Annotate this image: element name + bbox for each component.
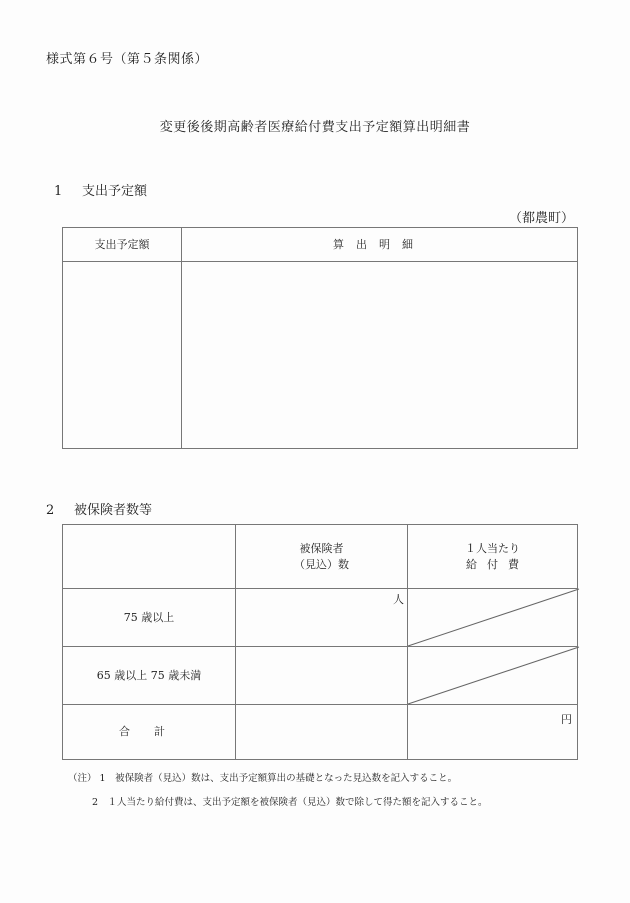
note-text: 1 被保険者（見込）数は、支出予定額算出の基礎となった見込数を記入すること。 [99,773,458,784]
column-header-amount: 支出予定額 [94,238,150,251]
amount-input-cell[interactable] [63,262,181,448]
document-title: 変更後後期高齢者医療給付費支出予定額算出明細書 [159,120,471,135]
section-1-heading [54,180,147,199]
note-1 [68,767,488,791]
note-text: 2 １人当たり給付費は、支出予定額を被保険者（見込）数で除して得た額を記入すること。 [92,797,488,808]
count-65-to-74-cell[interactable] [236,647,407,704]
row-label-65-to-74: 65 歳以上 75 歳未満 [96,668,202,682]
diagonal-strike [408,647,579,704]
organization-name: （都農町） [508,211,574,226]
form-number: 様式第６号（第５条関係） [46,52,209,67]
column-header-per-person-benefit [408,525,577,588]
unit-people: 人 [393,593,404,606]
header-line: １人当たり [465,541,520,555]
section-title: 支出予定額 [82,184,148,199]
column-header-calculation: 算出明細 [333,238,425,251]
insured-count-table [62,524,578,760]
per-person-total-cell[interactable] [408,705,577,759]
note-2 [68,791,488,815]
header-line: 被保険者 [299,541,344,555]
column-header-insured-count [236,525,407,588]
row-label-75-plus: 75 歳以上 [123,610,175,624]
header-line: 給付費 [466,557,529,571]
diagonal-strike [408,589,579,646]
unit-yen: 円 [561,713,572,726]
header-line: （見込）数 [294,557,349,571]
note-prefix: （注） [68,773,97,784]
section-number: 1 [54,184,63,199]
count-total-cell[interactable] [236,705,407,759]
section-title: 被保険者数等 [74,503,153,518]
count-75-plus-cell[interactable] [236,589,407,646]
calculation-input-cell[interactable] [182,262,577,448]
row-label-total: 合計 [119,725,189,738]
expenditure-table [62,227,578,449]
section-number: 2 [46,503,55,518]
section-2-heading [46,499,152,518]
notes [68,767,488,815]
